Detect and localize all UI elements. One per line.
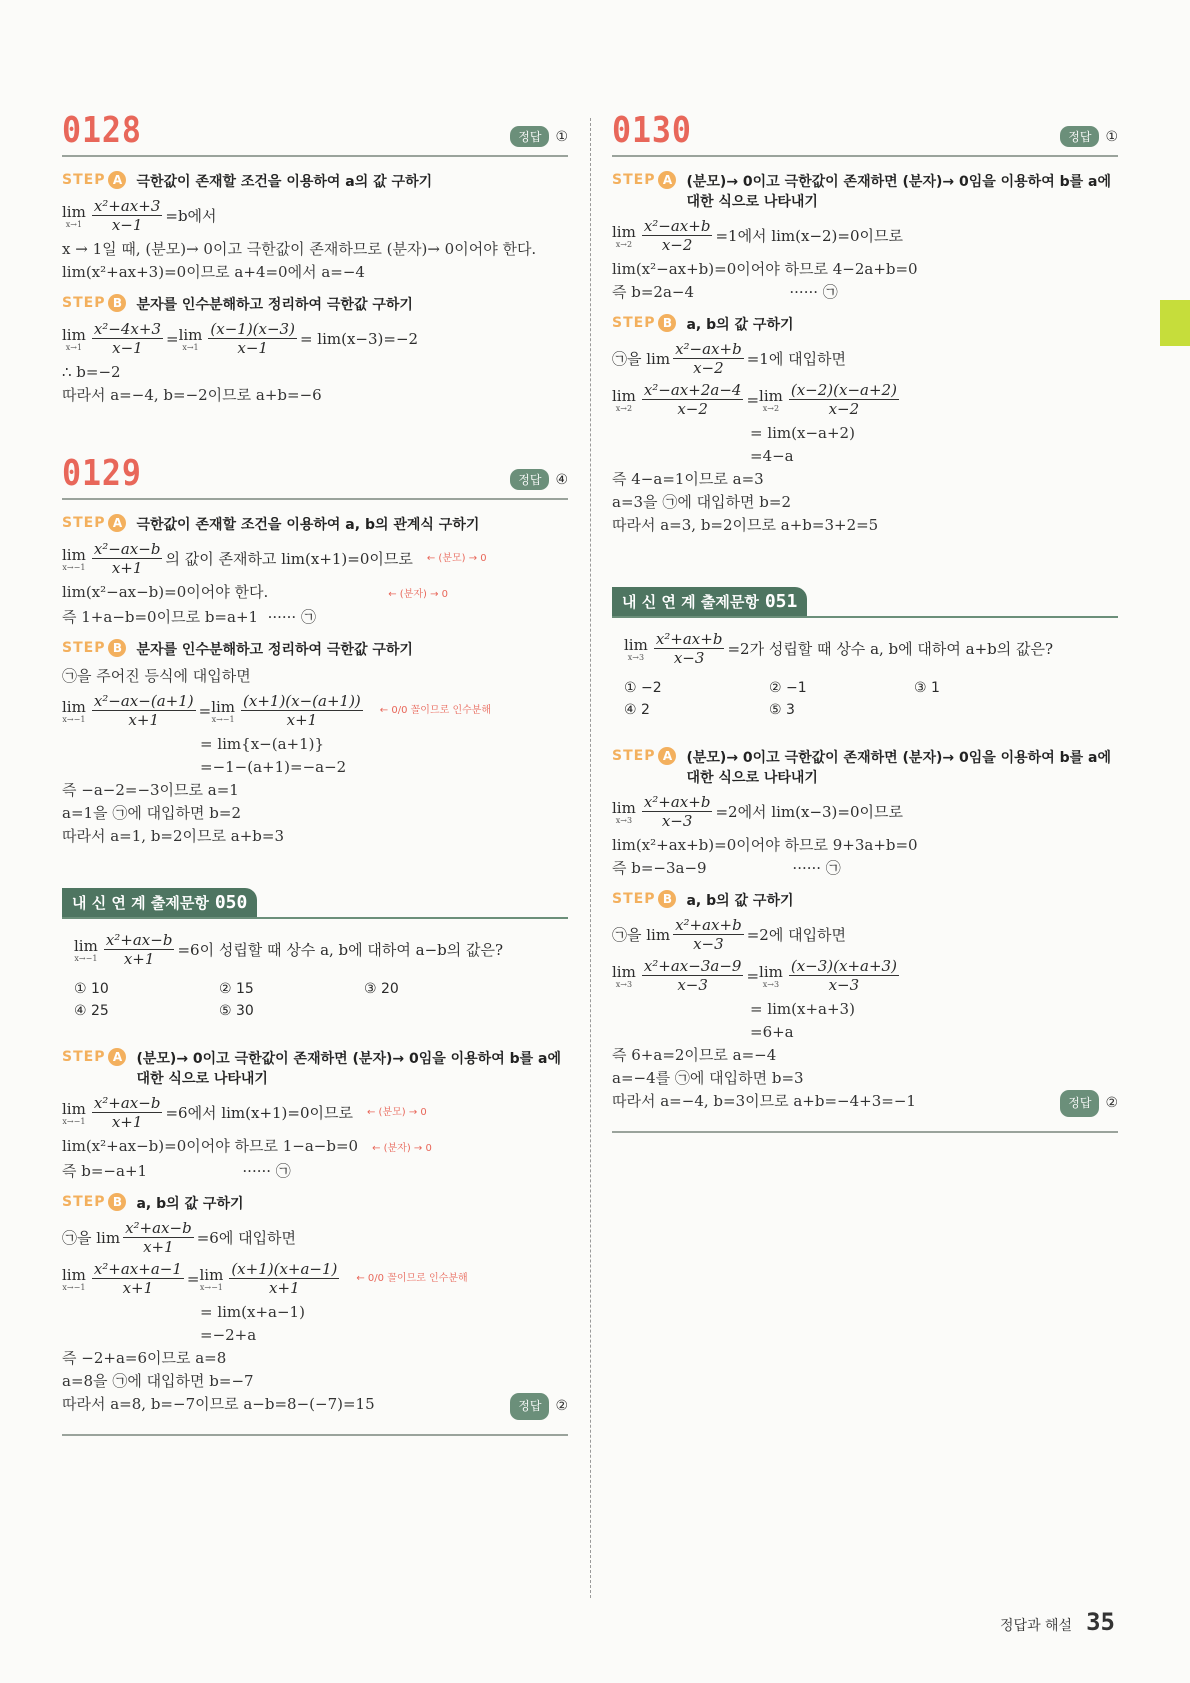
step-title: 극한값이 존재할 조건을 이용하여 a, b의 관계식 구하기 [136,517,480,533]
denominator: x+1 [286,711,318,729]
choice[interactable]: ⑤ 30 [219,1003,254,1019]
denominator: x−1 [112,339,143,357]
lim-sub: x→2 [615,239,633,249]
text-line: =6+a [750,1023,794,1041]
step-title: (분모)→ 0이고 극한값이 존재하면 (분자)→ 0임을 이용하여 b를 a에 대한 식으로 나타내기 [686,174,1111,210]
step-letter: B [108,294,126,312]
answer [1060,126,1118,147]
text-line: lim(x²+ax+b)=0이어야 하므로 9+3a+b=0 [612,836,918,854]
step-tag [612,747,676,765]
fraction [642,217,713,254]
choice[interactable]: ② 15 [219,981,254,997]
section-end-line [612,1131,1118,1133]
equals: = [746,966,760,985]
lim-text: lim [612,386,636,405]
lim-operator [211,698,235,724]
problem-header [62,110,568,157]
equation [62,320,568,357]
choice[interactable]: ④ 2 [624,702,650,718]
equation-suffix: =2에서 lim(x−3)=0이므로 [715,802,903,821]
fraction [241,692,363,729]
lim-sub: x→1 [182,342,199,352]
step-letter: A [108,1048,126,1066]
denominator: x−3 [673,649,705,667]
text-line: lim(x²−ax+b)=0이어야 하므로 4−2a+b=0 [612,260,918,278]
text-line: 즉 −a−2=−3이므로 a=1 [62,781,239,799]
equation-prefix: ㉠을 lim [62,1228,121,1247]
lim-operator [62,203,86,229]
lim-sub: x→3 [615,979,633,989]
text-line: ㉠을 주어진 등식에 대입하면 [62,667,251,685]
numerator: x²−ax−(a+1) [93,692,194,710]
text-line: 즉 b=−3a−9 ······ ㉠ [612,859,841,877]
equation-suffix: 의 값이 존재하고 lim(x+1)=0이므로 [165,549,413,568]
lim-operator [612,963,636,989]
numerator: (x+1)(x−(a+1)) [243,692,361,710]
problem-0130 [612,110,1118,537]
fraction [92,1260,184,1297]
lim-text: lim [759,962,783,981]
text-line: 따라서 a=3, b=2이므로 a+b=3+2=5 [612,516,879,534]
denominator: x+1 [122,1279,154,1297]
problem-0129 [62,453,568,848]
equation [62,197,568,234]
denominator: x+1 [111,559,143,577]
lim-text: lim [74,936,98,955]
lim-sub: x→−1 [74,953,98,963]
lim-text: lim [62,545,86,564]
text-line: = lim{x−(a+1)} [200,735,325,753]
numerator: x²+ax+a−1 [93,1260,182,1278]
fraction [642,381,744,418]
lim-text: lim [62,1265,86,1284]
numerator: x²−ax+2a−4 [643,381,742,399]
step-a [62,514,568,534]
fraction [123,1219,194,1256]
lim-sub: x→−1 [199,1282,223,1292]
numerator: x²−ax−b [93,540,161,558]
fraction [673,340,744,377]
step-title: 분자를 인수분해하고 정리하여 극한값 구하기 [136,297,413,313]
answer [1060,1090,1118,1117]
step-letter: A [658,747,676,765]
question-text: =6이 성립할 때 상수 a, b에 대하여 a−b의 값은? [177,940,504,959]
answer-badge: 정답 [1060,1090,1099,1117]
numerator: (x−1)(x−3) [210,320,295,338]
equation [612,793,1118,830]
step-label: STEP [62,295,106,311]
choices [624,677,1118,721]
step-title: 극한값이 존재할 조건을 이용하여 a의 값 구하기 [136,174,433,190]
fraction [104,931,175,968]
step-label: STEP [612,172,656,188]
numerator: x²+ax+b [655,630,723,648]
side-note: ← 0/0 꼴이므로 인수분해 [379,704,492,716]
lim-text: lim [624,635,648,654]
fraction [92,540,163,577]
step-title: a, b의 값 구하기 [136,1196,244,1212]
lim-operator [179,326,203,352]
problem-number: 0128 [62,110,142,151]
text-line [62,1393,568,1424]
choices [74,978,568,1022]
lim-text: lim [62,325,86,344]
fraction [789,381,899,418]
step-tag [62,171,126,189]
answer-badge: 정답 [510,469,549,490]
side-note: ← 0/0 꼴이므로 인수분해 [356,1272,468,1284]
answer [510,126,568,147]
lim-text: lim [612,962,636,981]
footer-label: 정답과 해설 [1000,1618,1073,1634]
step-b [612,890,1118,910]
lim-text: lim [211,697,236,716]
denominator: x+1 [128,711,159,729]
lim-sub: x→−1 [62,1116,86,1126]
choice[interactable]: ① 10 [74,981,109,997]
column-divider [590,118,591,1598]
step-b [62,639,568,659]
text: 따라서 a=8, b=−7이므로 a−b=8−(−7)=15 [62,1395,375,1413]
step-label: STEP [62,640,106,656]
side-note: ← (분모) → 0 [367,1106,427,1118]
text-line: a=−4를 ㉠에 대입하면 b=3 [612,1069,804,1087]
lim-operator [62,1266,86,1292]
numerator: (x−3)(x+a+3) [790,957,897,975]
equation [612,957,1118,994]
step-tag [62,1048,126,1066]
equation [62,692,568,729]
page-footer [1000,1608,1115,1636]
step-label: STEP [612,891,656,907]
step-letter: B [658,314,676,332]
numerator: x²−ax+b [675,340,742,358]
related-label: 내 신 연 계 출제문항 [622,593,759,611]
related-question-051 [612,587,1118,1133]
step-b [612,314,1118,334]
equation-suffix: =6에서 lim(x+1)=0이므로 [165,1103,353,1122]
equation [612,217,1118,254]
step-tag [62,294,126,312]
text-line: = lim(x+a+3) [750,1000,855,1018]
lim-operator [62,326,86,352]
question [624,630,1118,667]
lim-sub: x→−1 [211,714,235,724]
text-line: = lim(x−a+2) [750,424,855,442]
step-tag [612,314,676,332]
fraction [654,630,725,667]
denominator: x−2 [693,359,724,377]
choice[interactable]: ② −1 [769,680,807,696]
text-line [62,581,568,606]
denominator: x−3 [661,812,693,830]
step-letter: A [108,514,126,532]
text: lim(x²−ax−b)=0이어야 한다. [62,583,269,601]
step-label: STEP [62,1049,106,1065]
denominator: x−3 [677,976,708,994]
equation [612,340,1118,377]
step-b [62,294,568,314]
numerator: x²+ax+b [675,916,742,934]
side-note: ← (분모) → 0 [426,552,487,564]
step-title: a, b의 값 구하기 [686,317,794,333]
lim-operator [62,1100,86,1126]
side-note: ← (분자) → 0 [388,589,449,600]
step-tag [62,1193,126,1211]
step-tag [62,514,126,532]
step-title: (분모)→ 0이고 극한값이 존재하면 (분자)→ 0임을 이용하여 b를 a에 대한 식으로 나타내기 [136,1051,561,1087]
denominator: x−2 [661,236,693,254]
equation [62,1260,568,1297]
denominator: x+1 [123,950,155,968]
step-title: (분모)→ 0이고 극한값이 존재하면 (분자)→ 0임을 이용하여 b를 a에 대한 식으로 나타내기 [686,750,1111,786]
fraction [642,957,744,994]
text-line: 따라서 a=−4, b=−2이므로 a+b=−6 [62,386,322,404]
answer [510,469,568,490]
lim-sub: x→1 [65,219,83,229]
answer-value: ② [555,1398,568,1414]
related-label: 내 신 연 계 출제문항 [72,894,209,912]
lim-operator [759,963,783,989]
denominator: x−1 [237,339,268,357]
denominator: x+1 [111,1113,143,1131]
numerator: x²+ax−b [105,931,173,949]
equation [62,1219,568,1256]
lim-operator [62,546,86,572]
fraction [208,320,297,357]
lim-text: lim [199,1265,224,1284]
problem-header [62,453,568,500]
equation [62,1094,568,1131]
answer [510,1393,568,1420]
lim-sub: x→−1 [62,714,86,724]
answer-value: ① [555,128,568,145]
lim-sub: x→2 [615,403,633,413]
problem-header [612,110,1118,157]
choice[interactable]: ④ 25 [74,1003,109,1019]
lim-text: lim [759,386,783,405]
lim-sub: x→1 [65,342,83,352]
numerator: x²+ax−b [93,1094,161,1112]
choice[interactable]: ⑤ 3 [769,702,795,718]
choice[interactable]: ① −2 [624,680,662,696]
step-letter: A [108,171,126,189]
lim-sub: x→2 [762,403,780,413]
equation [612,381,1118,418]
problem-0128 [62,110,568,407]
equation [612,916,1118,953]
lim-operator [74,937,98,963]
page-number: 35 [1086,1608,1115,1636]
lim-operator [612,387,636,413]
step-label: STEP [62,515,106,531]
step-letter: B [108,639,126,657]
lim-sub: x→3 [615,815,633,825]
question-text: =2가 성립할 때 상수 a, b에 대하여 a+b의 값은? [727,639,1054,658]
text-line: 따라서 a=1, b=2이므로 a+b=3 [62,827,285,845]
step-a [62,171,568,191]
text-line: a=8을 ㉠에 대입하면 b=−7 [62,1372,254,1390]
numerator: (x+1)(x+a−1) [231,1260,338,1278]
fraction [789,957,899,994]
step-letter: A [658,171,676,189]
answer-value: ② [1105,1095,1118,1111]
text-line: 즉 1+a−b=0이므로 b=a+1 ······ ㉠ [62,608,316,626]
numerator: x²+ax+3 [93,197,161,215]
text-line: a=1을 ㉠에 대입하면 b=2 [62,804,242,822]
numerator: x²−4x+3 [93,320,161,338]
lim-sub: x→−1 [62,1282,86,1292]
answer-badge: 정답 [1060,126,1099,147]
equation-suffix: =6에 대입하면 [196,1228,297,1247]
related-header [62,888,568,919]
step-tag [612,171,676,189]
choice[interactable]: ③ 1 [914,680,940,696]
lim-sub: x→3 [762,979,780,989]
denominator: x+1 [143,1238,174,1256]
lim-operator [62,698,86,724]
lim-sub: x→3 [627,652,645,662]
step-tag [612,890,676,908]
denominator: x−1 [111,216,143,234]
problem-number: 0129 [62,453,142,494]
lim-operator [624,636,648,662]
fraction [673,916,744,953]
lim-text: lim [178,325,203,344]
equation [62,540,568,577]
text-line: =−2+a [200,1326,257,1344]
equals: = [186,1269,200,1288]
side-tab [1160,300,1190,346]
section-end-line [62,1434,568,1436]
text-line [612,1090,1118,1121]
equals: = [198,701,212,720]
text-line: 즉 6+a=2이므로 a=−4 [612,1046,777,1064]
lim-sub: x→−1 [62,562,86,572]
choice[interactable]: ③ 20 [364,981,399,997]
text: lim(x²+ax−b)=0이어야 하므로 1−a−b=0 [62,1137,359,1155]
side-note: ← (분자) → 0 [372,1143,432,1154]
answer-badge: 정답 [510,1393,549,1420]
text-line: =4−a [750,447,794,465]
numerator: x²−ax+b [643,217,711,235]
text-line: 즉 −2+a=6이므로 a=8 [62,1349,227,1367]
lim-text: lim [62,697,86,716]
answer-value: ① [1105,128,1118,145]
related-number: 050 [214,892,248,913]
text-line: a=3을 ㉠에 대입하면 b=2 [612,493,792,511]
step-label: STEP [612,315,656,331]
text-line: 즉 b=−a+1 ······ ㉠ [62,1162,291,1180]
fraction [92,197,163,234]
numerator: x²+ax−3a−9 [643,957,742,975]
text-line: = lim(x+a−1) [200,1303,305,1321]
lim-text: lim [612,222,636,241]
equation-suffix: =b에서 [165,206,217,225]
related-title [62,888,257,917]
right-column [612,110,1118,1133]
related-header [612,587,1118,618]
text-line: x → 1일 때, (분모)→ 0이고 극한값이 존재하므로 (분자)→ 0이어야 한다. [62,240,537,258]
lim-operator [759,387,783,413]
numerator: x²+ax−b [125,1219,192,1237]
fraction [92,320,163,357]
text: 따라서 a=−4, b=3이므로 a+b=−4+3=−1 [612,1092,916,1110]
text-line [62,1135,568,1160]
lim-operator [612,223,636,249]
denominator: x−2 [677,400,708,418]
step-a [612,747,1118,787]
lim-operator [612,799,636,825]
fraction [92,1094,163,1131]
step-label: STEP [62,172,106,188]
related-number: 051 [764,591,798,612]
step-tag [62,639,126,657]
numerator: x²+ax+b [643,793,711,811]
numerator: (x−2)(x−a+2) [790,381,897,399]
denominator: x−2 [828,400,860,418]
step-b [62,1193,568,1213]
fraction [229,1260,339,1297]
equation-prefix: ㉠을 lim [612,925,671,944]
text-line: 즉 b=2a−4 ······ ㉠ [612,283,838,301]
problem-number: 0130 [612,110,692,151]
step-a [62,1048,568,1088]
equals: = [746,390,760,409]
answer-badge: 정답 [510,126,549,147]
step-a [612,171,1118,211]
denominator: x−3 [828,976,860,994]
equation-prefix: ㉠을 lim [612,349,671,368]
equation-suffix: = lim(x−3)=−2 [299,329,419,348]
equation-suffix: =1에서 lim(x−2)=0이므로 [715,226,903,245]
lim-text: lim [62,202,86,221]
text-line: =−1−(a+1)=−a−2 [200,758,347,776]
text-line: 즉 4−a=1이므로 a=3 [612,470,764,488]
fraction [642,793,713,830]
fraction [92,692,196,729]
denominator: x−3 [693,935,724,953]
lim-text: lim [612,798,636,817]
step-title: a, b의 값 구하기 [686,893,794,909]
equals: = [165,329,179,348]
step-title: 분자를 인수분해하고 정리하여 극한값 구하기 [136,642,413,658]
denominator: x+1 [269,1279,300,1297]
step-letter: B [108,1193,126,1211]
left-column [62,110,568,1436]
related-question-050 [62,888,568,1436]
step-label: STEP [62,1194,106,1210]
question [74,931,568,968]
text-line: ∴ b=−2 [62,363,121,381]
step-letter: B [658,890,676,908]
related-title [612,587,807,616]
step-label: STEP [612,748,656,764]
lim-operator [199,1266,223,1292]
equation-suffix: =1에 대입하면 [746,349,847,368]
lim-text: lim [62,1099,86,1118]
equation-suffix: =2에 대입하면 [746,925,847,944]
text-line: lim(x²+ax+3)=0이므로 a+4=0에서 a=−4 [62,263,365,281]
answer-value: ④ [555,471,568,488]
